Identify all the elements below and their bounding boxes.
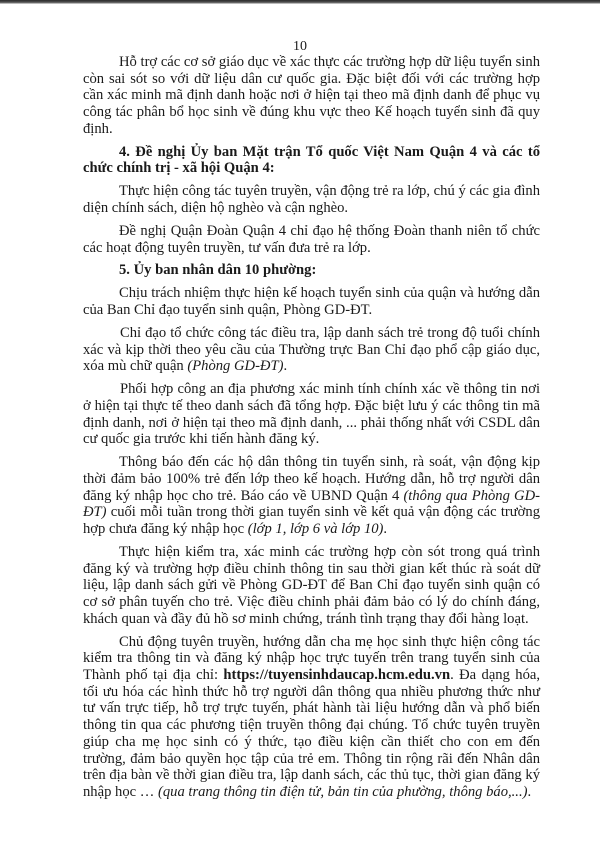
text-end: . <box>383 521 388 538</box>
italic-note: (qua trang thông tin điện tử, bản tin của phường, thông báo,...) <box>157 784 528 800</box>
paragraph-police-coordination: Phối hợp công an địa phương xác minh tính chính xác về thông tin nơi ở hiện tại thực tế theo danh sách đã tổng hợp. Đặc biệt lưu ý các thông tin mã định danh, nơi ở hiện tại theo mã định danh, ... phải thống nhất với CSDL dân cư quốc gia trước khi tiến hành đăng ký. <box>83 381 540 448</box>
enrollment-website-link[interactable]: https://tuyensinhdaucap.hcm.edu.vn <box>223 667 451 684</box>
paragraph-verification: Thực hiện kiểm tra, xác minh các trường hợp còn sót trong quá trình đăng ký và trường hợp điều chỉnh thông tin sau thời gian kết thúc rà soát dữ liệu, lập danh sách gửi về Phòng GD-ĐT để Ban Chỉ đạo tuyển sinh quận có cơ sở phân tuyến cho trẻ. Việc điều chỉnh phải đảm bảo có lý do chính đáng, khách quan và đầy đủ hồ sơ minh chứng, tránh tình trạng thay đổi hàng loạt. <box>83 543 540 627</box>
paragraph-propaganda: Thực hiện công tác tuyên truyền, vận động trẻ ra lớp, chú ý các gia đình diện chính sách, diện hộ nghèo và cận nghèo. <box>83 183 540 216</box>
text: cuối mỗi tuần trong thời gian tuyển sinh về kết quả vận động các trường hợp chưa đăng ký nhập học <box>83 504 540 538</box>
document-body <box>83 54 540 807</box>
heading-section-5: 5. Ủy ban nhân dân 10 phường: <box>119 262 317 279</box>
italic-note: (thông qua Phòng GD-ĐT) <box>83 487 540 521</box>
scan-edge-shadow <box>0 0 600 4</box>
paragraph-youth-union: Đề nghị Quận Đoàn Quận 4 chỉ đạo hệ thống Đoàn thanh niên tổ chức các hoạt động tuyên truyền, tư vấn đưa trẻ ra lớp. <box>83 222 540 256</box>
paragraph-online-registration <box>83 634 540 801</box>
text: Chỉ đạo tổ chức công tác điều tra, lập danh sách trẻ trong độ tuổi chính xác và kịp thời theo yêu cầu của Thường trực Ban Chỉ đạo phổ cập giáo dục, xóa mù chữ quận <box>83 324 540 375</box>
heading-section-4: 4. Đề nghị Ủy ban Mặt trận Tổ quốc Việt Nam Quận 4 và các tổ chức chính trị - xã hội Quận 4: <box>83 143 540 177</box>
text-end: . <box>283 358 288 375</box>
text: . Đa dạng hóa, tối ưu hóa các hình thức hỗ trợ người dân thông qua nhiều phương thức như tư vấn trực tiếp, hỗ trợ trực tuyến, phát hành tài liệu hướng dẫn và phổ biến thông tin qua các phương tiện truyền thông đại chúng. Tổ chức tuyên truyền giúp cha mẹ học sinh có ý thức, tạo điều kiện cần thiết cho con em đến trường, đảm bảo quyền học tập của trẻ em. Thông tin rộng rãi đến Nhân dân trên địa bàn về thời gian điều tra, lập danh sách, các thủ tục, thời gian đăng ký nhập học … <box>83 667 541 800</box>
paragraph-notification <box>83 454 540 538</box>
paragraph-survey <box>83 325 540 375</box>
paragraph-responsibility: Chịu trách nhiệm thực hiện kế hoạch tuyển sinh của quận và hướng dẫn của Ban Chỉ đạo tuyển sinh quận, Phòng GD-ĐT. <box>83 285 540 319</box>
italic-note: (Phòng GD-ĐT) <box>187 358 284 375</box>
page-number: 10 <box>293 39 307 54</box>
text: Chủ động tuyên truyền, hướng dẫn cha mẹ học sinh thực hiện công tác kiểm tra thông tin và đăng ký nhập học trực tuyến trên trang tuyển sinh của Thành phố tại địa chỉ: <box>83 633 540 684</box>
text: Thông báo đến các hộ dân thông tin tuyển sinh, rà soát, vận động kịp thời đảm bảo 100% trẻ đến lớp theo kế hoạch. Hướng dẫn, hỗ trợ người dân đăng ký nhập học cho trẻ. Báo cáo về UBND Quận 4 <box>83 454 540 504</box>
italic-note: (lớp 1, lớp 6 và lớp 10) <box>247 521 384 538</box>
text-end: . <box>527 784 532 800</box>
paragraph-data-verification: Hỗ trợ các cơ sở giáo dục về xác thực các trường hợp dữ liệu tuyển sinh còn sai sót so với dữ liệu dân cư quốc gia. Đặc biệt đối với các trường hợp cần xác minh mã định danh hoặc nơi ở hiện tại theo mã định danh để phục vụ công tác phân bổ học sinh về đúng khu vực theo Kế hoạch tuyển sinh đã quy định. <box>83 54 540 137</box>
